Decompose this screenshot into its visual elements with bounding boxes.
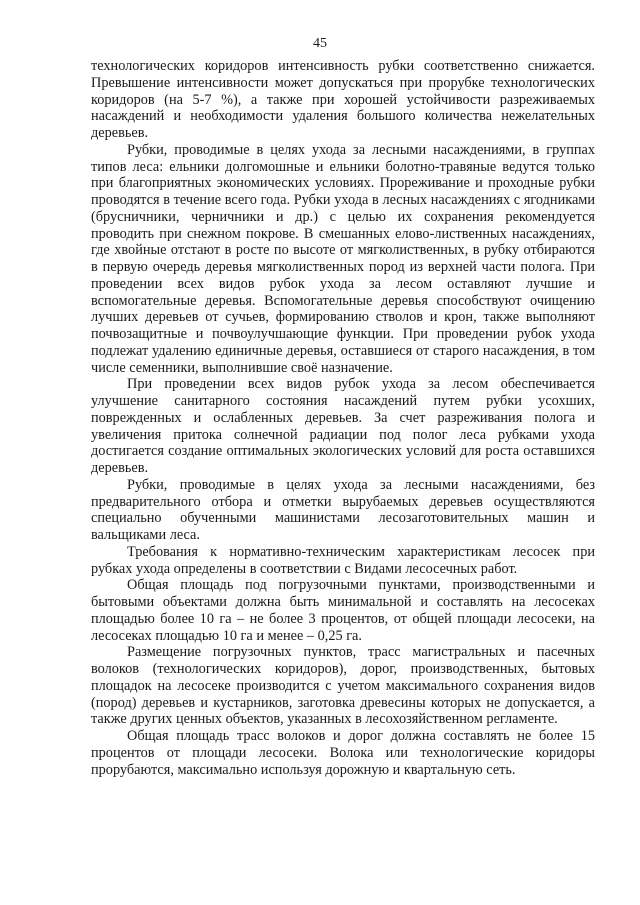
paragraph-placement-of-points: Размещение погрузочных пунктов, трасс магистральных и пасечных волоков (технологических коридоров), дорог, производственных, бытовых площадок на лесосеке производится с учетом максимального сохранения видов (пород) деревьев и кустарников, заготовка древесины которых не допускается, а также других ценных объектов, указанных в лесохозяйственном регламенте. (91, 644, 595, 728)
paragraph-loading-area-limits: Общая площадь под погрузочными пунктами, производственными и бытовыми объектами должна быть минимальной и составлять на лесосеках площадью более 10 га – не более 3 процентов, от общей площади лесосеки, на лесосеках площадью 10 га и менее – 0,25 га. (91, 577, 595, 644)
page-number: 45 (313, 36, 327, 51)
paragraph-skid-trail-area: Общая площадь трасс волоков и дорог должна составлять не более 15 процентов от площади лесосеки. Волока или технологические коридоры прорубаются, максимально используя дорожную и квартальную сеть. (91, 728, 595, 778)
paragraph-no-preselection: Рубки, проводимые в целях ухода за лесными насаждениями, без предварительного отбора и отметки вырубаемых деревьев осуществляются специально обученными машинистами лесозаготовительных машин и вальщиками леса. (91, 476, 595, 543)
paragraph-normative-requirements: Требования к нормативно-техническим характеристикам лесосек при рубках ухода определены в соответствии с Видами лесосечных работ. (91, 543, 595, 577)
document-body (91, 58, 595, 778)
paragraph-sanitary-improvement: При проведении всех видов рубок ухода за лесом обеспечивается улучшение санитарного состояния насаждений путем рубки усохших, поврежденных и ослабленных деревьев. За счет разреживания полога и увеличения притока солнечной радиации под полог леса рубками ухода достигается создание оптимальных экологических условий для роста оставшихся деревьев. (91, 376, 595, 476)
paragraph-continuation: технологических коридоров интенсивность рубки соответственно снижается. Превышение интенсивности может допускаться при прорубке технологических коридоров (на 5-7 %), а также при хорошей устойчивости разреживаемых насаждений и необходимости удаления большого количества нежелательных деревьев. (91, 58, 595, 141)
paragraph-thinning-forest-types: Рубки, проводимые в целях ухода за лесными насаждениями, в группах типов леса: ельники долгомошные и ельники болотно-травяные ведутся только при благоприятных экономических условиях. Прореживание и проходные рубки проводятся в течение всего года. Рубки ухода в лесных насаждениях с ягодниками (брусничники, черничники и др.) с целью их сохранения рекомендуется проводить при снежном покрове. В смешанных елово-лиственных насаждениях, где хвойные отстают в росте по высоте от мягколиственных, в рубку отбираются в первую очередь деревья мягколиственных пород из верхней части полога. При проведении всех видов рубок ухода за лесом оставляют лучшие и вспомогательные деревья. Вспомогательные деревья способствуют очищению лучших деревьев от сучьев, формированию стволов и крон, также выполняют почвозащитные и почвоулучшающие функции. При проведении рубок ухода подлежат удалению единичные деревья, оставшиеся от старого насаждения, в том числе семенники, выполнившие своё назначение. (91, 141, 595, 376)
